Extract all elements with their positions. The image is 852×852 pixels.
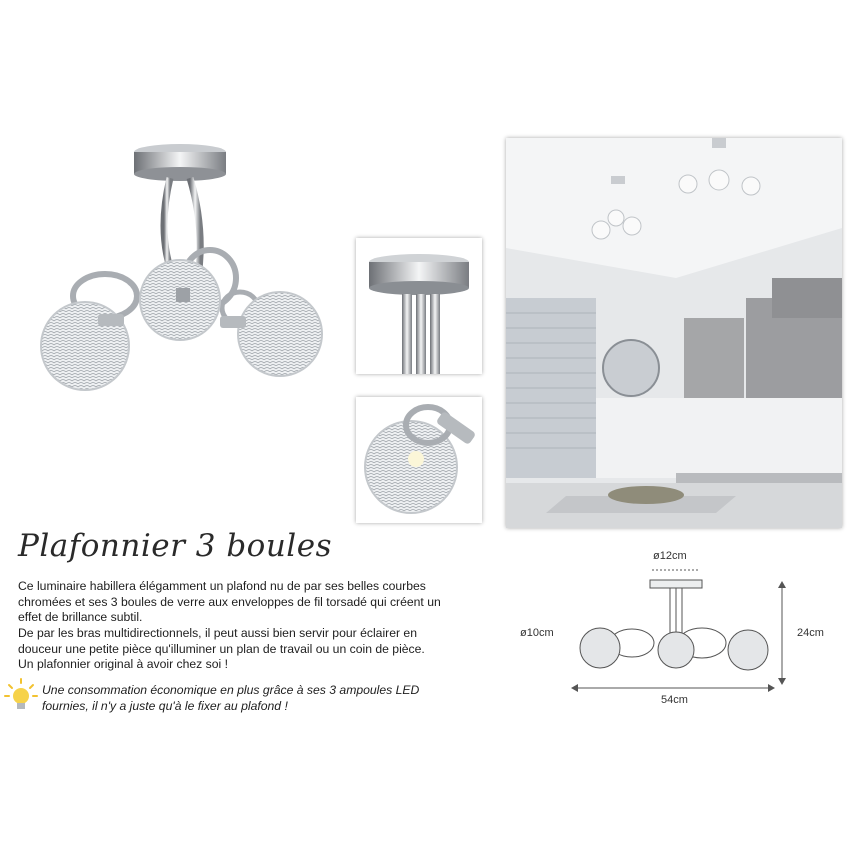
dimension-base-diameter: ø12cm xyxy=(653,550,687,562)
dimension-diagram xyxy=(512,548,842,713)
kitchen-scene-image xyxy=(506,138,842,528)
eco-note-line-1: Une consommation économique en plus grâce à ses 3 ampoules LED xyxy=(42,683,420,697)
kitchen-scene-graphic xyxy=(506,138,842,528)
lightbulb-icon xyxy=(4,677,38,715)
description-paragraph-2: De par les bras multidirectionnels, il peut aussi bien servir pour éclairer en douceur une petite pièce qu'illuminer un plan de travail ou un coin de pièce. xyxy=(18,626,425,656)
dimension-width: 54cm xyxy=(661,694,688,706)
description-paragraph-1: Ce luminaire habillera élégamment un plafond nu de par ses belles courbes chromées et ses 3 boules de verre aux enveloppes de fil torsadé qui créent un effet de brillance subtil. xyxy=(18,579,441,625)
product-title: Plafonnier 3 boules xyxy=(18,528,332,564)
ball-detail-graphic xyxy=(356,397,482,523)
main-product-image xyxy=(30,138,330,398)
detail-image-canopy xyxy=(356,238,482,374)
dimension-height: 24cm xyxy=(797,627,824,639)
canopy-detail-graphic xyxy=(356,238,482,374)
description-paragraph-3: Un plafonnier original à avoir chez soi ! xyxy=(18,657,229,671)
detail-image-ball xyxy=(356,397,482,523)
dimension-ball-diameter: ø10cm xyxy=(520,627,554,639)
eco-note-line-2: fournies, il n'y a juste qu'à le fixer au plafond ! xyxy=(42,699,288,713)
